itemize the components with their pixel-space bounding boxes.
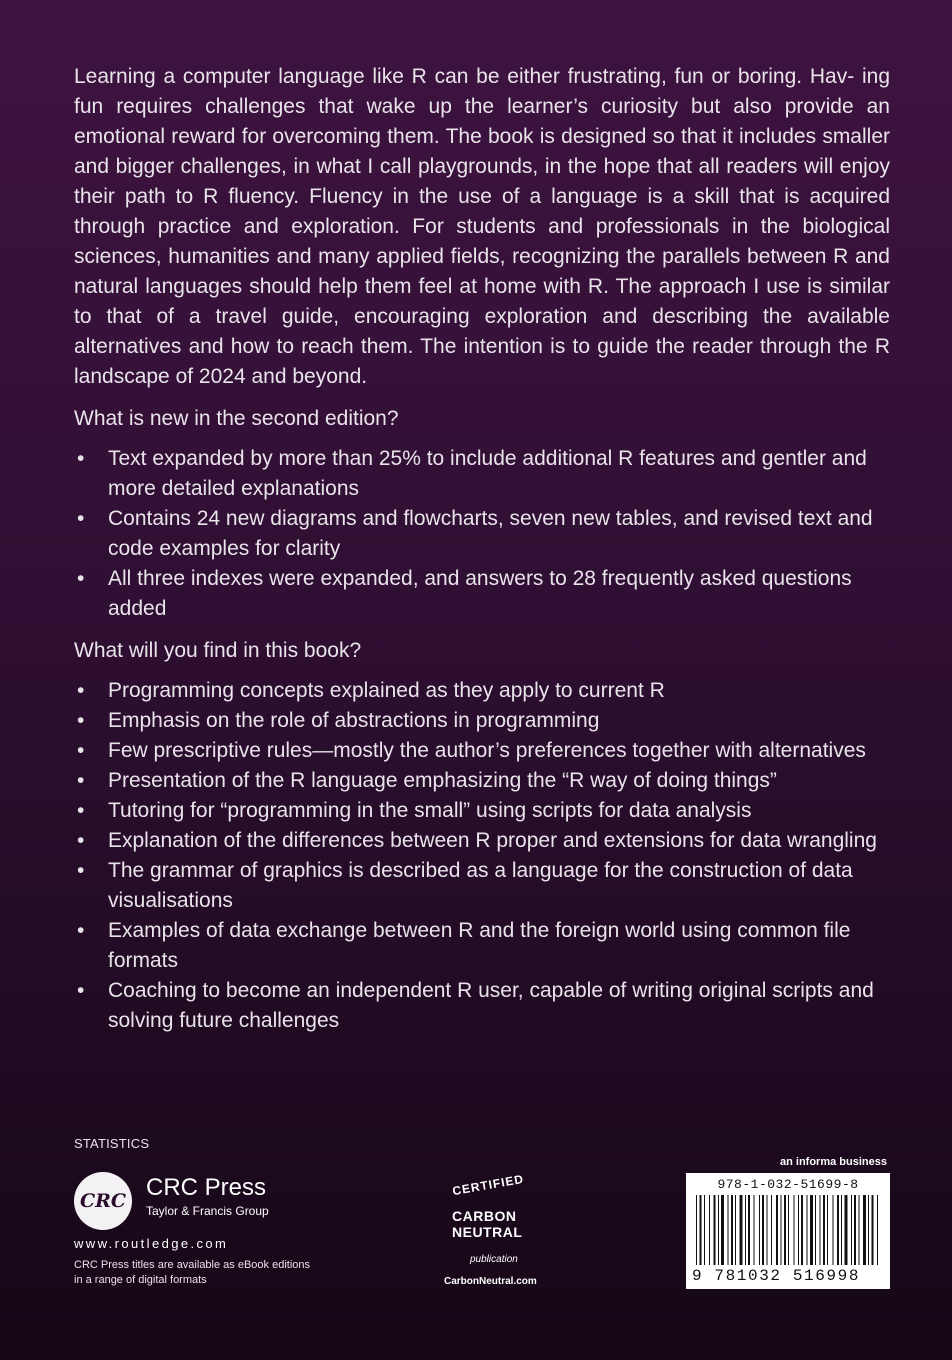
barcode-bar [827, 1195, 828, 1265]
barcode-bar [704, 1195, 705, 1265]
barcode-bar [745, 1195, 746, 1265]
barcode-bar [700, 1195, 702, 1265]
list-item-text: Tutoring for “programming in the small” using scripts for data analysis [108, 799, 752, 822]
barcode-bar [771, 1195, 772, 1265]
carbon-certified-label: CERTIFIED [451, 1171, 526, 1199]
barcode-bar [759, 1195, 760, 1265]
list-item [74, 676, 890, 706]
bullet-icon: • [77, 679, 85, 702]
bullet-icon: • [77, 979, 85, 1002]
barcode-bar [815, 1195, 816, 1265]
bullet-icon: • [77, 447, 85, 470]
barcode-bar [807, 1195, 808, 1265]
publisher-website: www.routledge.com [74, 1236, 229, 1251]
ean-digits: 9 781032 516998 [692, 1267, 861, 1285]
neutral-label: NEUTRAL [452, 1224, 523, 1240]
list-item [74, 504, 890, 564]
list-item [74, 444, 890, 504]
list-item-text: Emphasis on the role of abstractions in programming [108, 709, 600, 732]
intro-line: ing fun requires challenges that wake up the learner’s curiosity but also provide an [74, 65, 890, 118]
list-item [74, 766, 890, 796]
barcode-bar [854, 1195, 856, 1265]
section-heading-new: What is new in the second edition? [74, 407, 399, 430]
bullet-icon: • [77, 567, 85, 590]
intro-line: readers will enjoy their path to R fluency. Fluency in the use of a language is a skill [74, 155, 890, 208]
barcode-bar [776, 1195, 778, 1265]
barcode-bar [877, 1195, 878, 1265]
carbon-label: CARBON [452, 1208, 517, 1224]
barcode-bar [801, 1195, 803, 1265]
list-item [74, 916, 890, 976]
intro-line: and describing the available alternatives and how to reach them. The intention is [74, 305, 890, 358]
list-item [74, 976, 890, 1036]
barcode-bar [696, 1195, 697, 1265]
barcode-bar [762, 1195, 764, 1265]
bullet-icon: • [77, 829, 85, 852]
barcode-bar [833, 1195, 834, 1265]
bullet-icon: • [77, 507, 85, 530]
book-contents-list [74, 676, 890, 1036]
publication-label: publication [470, 1254, 518, 1265]
barcode-bar [810, 1195, 813, 1265]
list-item-text: Text expanded by more than 25% to include additional R features and gentler and more detailed explanations [108, 447, 867, 500]
list-item [74, 856, 890, 916]
barcode-bar [823, 1195, 825, 1265]
ebook-note [74, 1258, 310, 1288]
intro-line: smaller and bigger challenges, in what I call playgrounds, in the hope that all [74, 125, 890, 178]
barcode-bar [740, 1195, 743, 1265]
isbn-number: 978-1-032-51699-8 [717, 1177, 859, 1192]
barcode-bar [767, 1195, 768, 1265]
list-item-text: The grammar of graphics is described as a language for the construction of data visualisations [108, 859, 853, 912]
barcode-bar [721, 1195, 724, 1265]
list-item [74, 826, 890, 856]
barcode-bar [820, 1195, 821, 1265]
back-cover-text [74, 62, 890, 1048]
barcode-bar [845, 1195, 848, 1265]
list-item-text: Presentation of the R language emphasizing the “R way of doing things” [108, 769, 777, 792]
barcode-bar [851, 1195, 852, 1265]
barcode-bar [781, 1195, 782, 1265]
barcode-bars [696, 1195, 880, 1265]
informa-tagline: an informa business [780, 1156, 887, 1168]
barcode-bar [784, 1195, 786, 1265]
barcode-bar [748, 1195, 750, 1265]
list-item-text: Examples of data exchange between R and the foreign world using common file formats [108, 919, 851, 972]
crc-logo-icon: CRC [74, 1172, 132, 1230]
list-item-text: Contains 24 new diagrams and flowcharts, seven new tables, and revised text and code examples for clarity [108, 507, 873, 560]
list-item-text: All three indexes were expanded, and answers to 28 frequently asked questions added [108, 567, 852, 620]
intro-line: in the biological sciences, humanities and many applied fields, recognizing the [74, 215, 891, 268]
bullet-icon: • [77, 769, 85, 792]
barcode-bar [788, 1195, 789, 1265]
barcode-bar [794, 1195, 795, 1265]
barcode-bar [868, 1195, 869, 1265]
barcode-bar [714, 1195, 716, 1265]
barcode-bar [872, 1195, 874, 1265]
barcode-bar [863, 1195, 866, 1265]
barcode-bar [859, 1195, 860, 1265]
bullet-icon: • [77, 859, 85, 882]
barcode-bar [735, 1195, 736, 1265]
barcode-bar [841, 1195, 842, 1265]
isbn-barcode [686, 1173, 890, 1289]
list-item [74, 564, 890, 624]
bullet-icon: • [77, 799, 85, 822]
list-item [74, 706, 890, 736]
carbon-neutral-url: CarbonNeutral.com [444, 1276, 537, 1287]
intro-line: that is acquired through practice and exploration. For students and professionals [74, 185, 891, 238]
intro-line: R. The approach I use is similar to that of a travel guide, encouraging exploration [74, 275, 890, 328]
section-heading-find: What will you find in this book? [74, 639, 362, 662]
list-item-text: Programming concepts explained as they apply to current R [108, 679, 665, 702]
subject-category: STATISTICS [74, 1136, 150, 1151]
list-item-text: Few prescriptive rules—mostly the author’s preferences together with alternatives [108, 739, 866, 762]
barcode-bar [728, 1195, 729, 1265]
list-item-text: Explanation of the differences between R proper and extensions for data wrangling [108, 829, 877, 852]
barcode-bar [754, 1195, 755, 1265]
barcode-bar [798, 1195, 799, 1265]
bullet-icon: • [77, 709, 85, 732]
intro-paragraph [74, 62, 890, 392]
bullet-icon: • [77, 739, 85, 762]
publisher-name: CRC Press [146, 1174, 267, 1201]
list-item [74, 796, 890, 826]
new-features-list [74, 444, 890, 624]
intro-line: parallels between R and natural languages should help them feel at home with [74, 245, 890, 298]
intro-line: Learning a computer language like R can be either frustrating, fun or boring. Hav- [74, 65, 855, 88]
list-item-text: Coaching to become an independent R user, capable of writing original scripts and solving future challenges [108, 979, 874, 1032]
ebook-note-line1: CRC Press titles are available as eBook editions [74, 1259, 311, 1271]
publisher-logo [74, 1170, 334, 1230]
intro-line: emotional reward for overcoming them. The book is designed so that it includes [74, 125, 817, 148]
barcode-bar [731, 1195, 733, 1265]
ebook-note-line2: in a range of digital formats [74, 1274, 207, 1286]
publisher-group: Taylor & Francis Group [146, 1204, 269, 1218]
barcode-bar [709, 1195, 710, 1265]
barcode-bar [718, 1195, 719, 1265]
carbon-neutral-badge [440, 1171, 550, 1298]
intro-line: to guide the reader through the R landscape of 2024 and beyond. [74, 335, 890, 388]
bullet-icon: • [77, 919, 85, 942]
list-item [74, 736, 890, 766]
barcode-bar [837, 1195, 839, 1265]
